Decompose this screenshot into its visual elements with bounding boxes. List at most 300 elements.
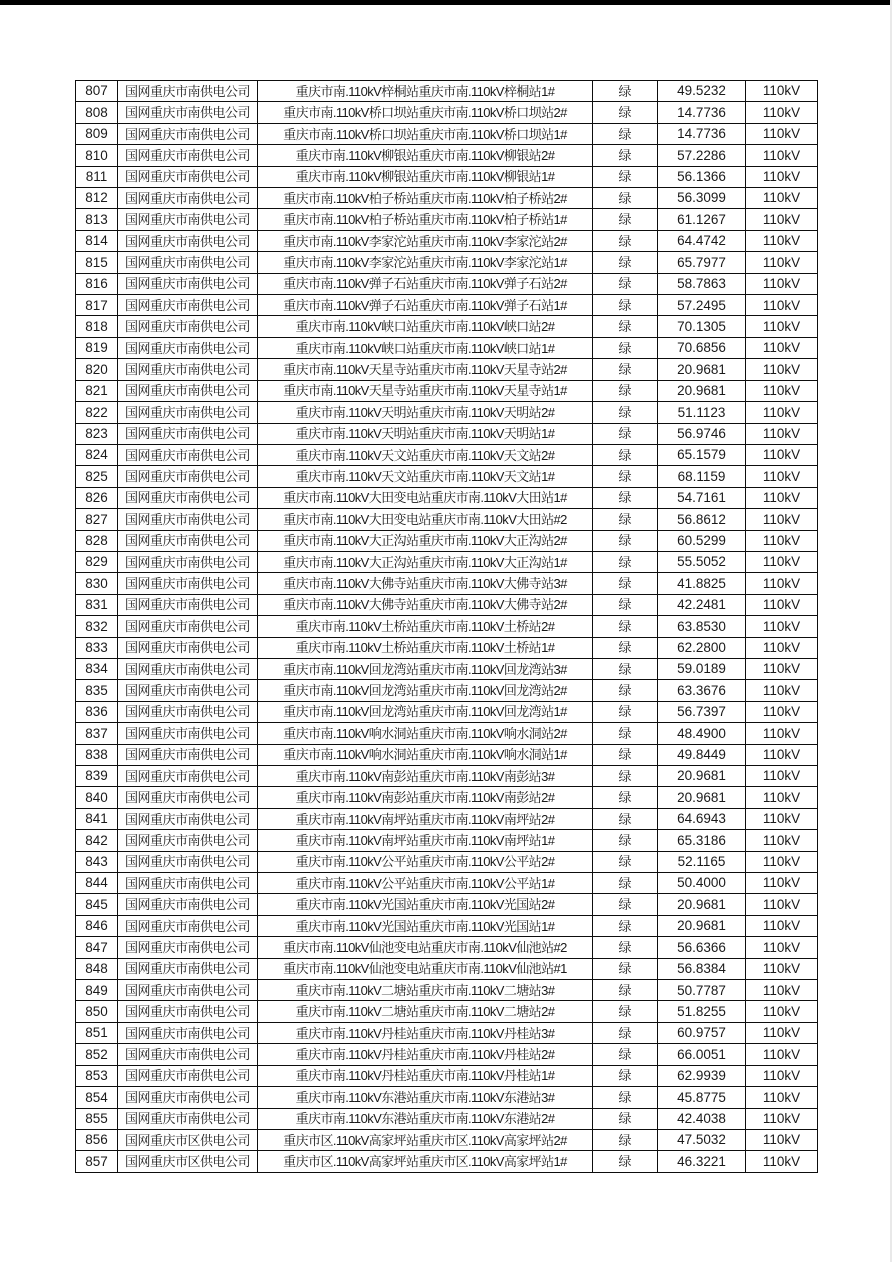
- value-cell: 65.3186: [658, 830, 746, 851]
- value-cell: 64.4742: [658, 230, 746, 251]
- station-cell: 重庆市南.110kV桥口坝站重庆市南.110kV桥口坝站1#: [258, 123, 593, 144]
- table-row: [76, 359, 818, 380]
- value-cell: 20.9681: [658, 915, 746, 936]
- voltage-level-cell: 110kV: [746, 380, 818, 401]
- table-row: [76, 444, 818, 465]
- value-cell: 70.6856: [658, 337, 746, 358]
- value-cell: 14.7736: [658, 102, 746, 123]
- table-row: [76, 530, 818, 551]
- station-cell: 重庆市南.110kV柳银站重庆市南.110kV柳银站2#: [258, 145, 593, 166]
- table-row: [76, 701, 818, 722]
- row-id-cell: 820: [76, 359, 118, 380]
- status-cell: 绿: [593, 81, 658, 102]
- status-cell: 绿: [593, 1065, 658, 1086]
- company-cell: 国网重庆市南供电公司: [118, 744, 258, 765]
- value-cell: 63.8530: [658, 616, 746, 637]
- table-row: [76, 166, 818, 187]
- value-cell: 70.1305: [658, 316, 746, 337]
- value-cell: 20.9681: [658, 359, 746, 380]
- station-cell: 重庆市南.110kV柏子桥站重庆市南.110kV柏子桥站2#: [258, 188, 593, 209]
- voltage-level-cell: 110kV: [746, 402, 818, 423]
- status-cell: 绿: [593, 766, 658, 787]
- voltage-level-cell: 110kV: [746, 980, 818, 1001]
- company-cell: 国网重庆市南供电公司: [118, 616, 258, 637]
- station-cell: 重庆市南.110kV天明站重庆市南.110kV天明站1#: [258, 423, 593, 444]
- row-id-cell: 809: [76, 123, 118, 144]
- station-cell: 重庆市南.110kV响水洞站重庆市南.110kV响水洞站1#: [258, 744, 593, 765]
- row-id-cell: 843: [76, 851, 118, 872]
- voltage-level-cell: 110kV: [746, 230, 818, 251]
- company-cell: 国网重庆市南供电公司: [118, 980, 258, 1001]
- company-cell: 国网重庆市南供电公司: [118, 873, 258, 894]
- table-row: [76, 102, 818, 123]
- station-cell: 重庆市南.110kV弹子石站重庆市南.110kV弹子石站2#: [258, 273, 593, 294]
- status-cell: 绿: [593, 787, 658, 808]
- station-cell: 重庆市南.110kV仙池变电站重庆市南.110kV仙池站#1: [258, 958, 593, 979]
- station-cell: 重庆市南.110kV南坪站重庆市南.110kV南坪站1#: [258, 830, 593, 851]
- company-cell: 国网重庆市南供电公司: [118, 337, 258, 358]
- table-row: [76, 680, 818, 701]
- row-id-cell: 849: [76, 980, 118, 1001]
- station-cell: 重庆市南.110kV大正沟站重庆市南.110kV大正沟站1#: [258, 551, 593, 572]
- table-row: [76, 744, 818, 765]
- value-cell: 63.3676: [658, 680, 746, 701]
- status-cell: 绿: [593, 573, 658, 594]
- table-row: [76, 402, 818, 423]
- value-cell: 51.1123: [658, 402, 746, 423]
- voltage-level-cell: 110kV: [746, 188, 818, 209]
- value-cell: 49.8449: [658, 744, 746, 765]
- voltage-level-cell: 110kV: [746, 273, 818, 294]
- table-row: [76, 1129, 818, 1150]
- row-id-cell: 825: [76, 466, 118, 487]
- row-id-cell: 837: [76, 723, 118, 744]
- table-row: [76, 123, 818, 144]
- station-cell: 重庆市南.110kV南彭站重庆市南.110kV南彭站2#: [258, 787, 593, 808]
- row-id-cell: 851: [76, 1022, 118, 1043]
- value-cell: 20.9681: [658, 787, 746, 808]
- voltage-level-cell: 110kV: [746, 295, 818, 316]
- value-cell: 62.2800: [658, 637, 746, 658]
- value-cell: 57.2286: [658, 145, 746, 166]
- row-id-cell: 828: [76, 530, 118, 551]
- table-row: [76, 980, 818, 1001]
- value-cell: 52.1165: [658, 851, 746, 872]
- voltage-level-cell: 110kV: [746, 808, 818, 829]
- station-cell: 重庆市南.110kV大佛寺站重庆市南.110kV大佛寺站3#: [258, 573, 593, 594]
- voltage-level-cell: 110kV: [746, 573, 818, 594]
- company-cell: 国网重庆市南供电公司: [118, 787, 258, 808]
- status-cell: 绿: [593, 958, 658, 979]
- row-id-cell: 823: [76, 423, 118, 444]
- row-id-cell: 857: [76, 1151, 118, 1173]
- substation-table: [75, 80, 818, 1173]
- row-id-cell: 856: [76, 1129, 118, 1150]
- company-cell: 国网重庆市南供电公司: [118, 1065, 258, 1086]
- table-row: [76, 252, 818, 273]
- value-cell: 54.7161: [658, 487, 746, 508]
- row-id-cell: 854: [76, 1087, 118, 1108]
- company-cell: 国网重庆市南供电公司: [118, 252, 258, 273]
- row-id-cell: 810: [76, 145, 118, 166]
- station-cell: 重庆市南.110kV南坪站重庆市南.110kV南坪站2#: [258, 808, 593, 829]
- status-cell: 绿: [593, 487, 658, 508]
- table-row: [76, 509, 818, 530]
- voltage-level-cell: 110kV: [746, 851, 818, 872]
- station-cell: 重庆市南.110kV回龙湾站重庆市南.110kV回龙湾站2#: [258, 680, 593, 701]
- station-cell: 重庆市南.110kV柳银站重庆市南.110kV柳银站1#: [258, 166, 593, 187]
- table-row: [76, 616, 818, 637]
- company-cell: 国网重庆市南供电公司: [118, 530, 258, 551]
- value-cell: 59.0189: [658, 658, 746, 679]
- table-row: [76, 1022, 818, 1043]
- station-cell: 重庆市南.110kV天星寺站重庆市南.110kV天星寺站1#: [258, 380, 593, 401]
- row-id-cell: 808: [76, 102, 118, 123]
- status-cell: 绿: [593, 723, 658, 744]
- value-cell: 66.0051: [658, 1044, 746, 1065]
- station-cell: 重庆市南.110kV南彭站重庆市南.110kV南彭站3#: [258, 766, 593, 787]
- station-cell: 重庆市南.110kV丹桂站重庆市南.110kV丹桂站3#: [258, 1022, 593, 1043]
- station-cell: 重庆市南.110kV东港站重庆市南.110kV东港站3#: [258, 1087, 593, 1108]
- value-cell: 50.7787: [658, 980, 746, 1001]
- company-cell: 国网重庆市南供电公司: [118, 230, 258, 251]
- station-cell: 重庆市南.110kV梓桐站重庆市南.110kV梓桐站1#: [258, 81, 593, 102]
- station-cell: 重庆市南.110kV天明站重庆市南.110kV天明站2#: [258, 402, 593, 423]
- voltage-level-cell: 110kV: [746, 359, 818, 380]
- voltage-level-cell: 110kV: [746, 444, 818, 465]
- voltage-level-cell: 110kV: [746, 252, 818, 273]
- row-id-cell: 847: [76, 937, 118, 958]
- value-cell: 50.4000: [658, 873, 746, 894]
- table-row: [76, 830, 818, 851]
- status-cell: 绿: [593, 1108, 658, 1129]
- company-cell: 国网重庆市南供电公司: [118, 766, 258, 787]
- voltage-level-cell: 110kV: [746, 658, 818, 679]
- value-cell: 51.8255: [658, 1001, 746, 1022]
- voltage-level-cell: 110kV: [746, 1022, 818, 1043]
- row-id-cell: 850: [76, 1001, 118, 1022]
- value-cell: 61.1267: [658, 209, 746, 230]
- row-id-cell: 831: [76, 594, 118, 615]
- company-cell: 国网重庆市南供电公司: [118, 637, 258, 658]
- company-cell: 国网重庆市南供电公司: [118, 551, 258, 572]
- row-id-cell: 817: [76, 295, 118, 316]
- status-cell: 绿: [593, 295, 658, 316]
- row-id-cell: 852: [76, 1044, 118, 1065]
- table-row: [76, 1044, 818, 1065]
- value-cell: 56.9746: [658, 423, 746, 444]
- row-id-cell: 816: [76, 273, 118, 294]
- row-id-cell: 853: [76, 1065, 118, 1086]
- table-row: [76, 1087, 818, 1108]
- station-cell: 重庆市区.110kV高家坪站重庆市区.110kV高家坪站2#: [258, 1129, 593, 1150]
- status-cell: 绿: [593, 359, 658, 380]
- value-cell: 20.9681: [658, 380, 746, 401]
- table-row: [76, 851, 818, 872]
- voltage-level-cell: 110kV: [746, 1065, 818, 1086]
- station-cell: 重庆市南.110kV公平站重庆市南.110kV公平站2#: [258, 851, 593, 872]
- voltage-level-cell: 110kV: [746, 1044, 818, 1065]
- company-cell: 国网重庆市南供电公司: [118, 295, 258, 316]
- status-cell: 绿: [593, 701, 658, 722]
- status-cell: 绿: [593, 209, 658, 230]
- voltage-level-cell: 110kV: [746, 830, 818, 851]
- station-cell: 重庆市南.110kV天星寺站重庆市南.110kV天星寺站2#: [258, 359, 593, 380]
- station-cell: 重庆市南.110kV公平站重庆市南.110kV公平站1#: [258, 873, 593, 894]
- row-id-cell: 833: [76, 637, 118, 658]
- table-row: [76, 487, 818, 508]
- company-cell: 国网重庆市南供电公司: [118, 423, 258, 444]
- value-cell: 49.5232: [658, 81, 746, 102]
- status-cell: 绿: [593, 466, 658, 487]
- value-cell: 56.1366: [658, 166, 746, 187]
- voltage-level-cell: 110kV: [746, 145, 818, 166]
- value-cell: 65.7977: [658, 252, 746, 273]
- table-row: [76, 337, 818, 358]
- company-cell: 国网重庆市南供电公司: [118, 937, 258, 958]
- status-cell: 绿: [593, 830, 658, 851]
- voltage-level-cell: 110kV: [746, 637, 818, 658]
- company-cell: 国网重庆市区供电公司: [118, 1129, 258, 1150]
- company-cell: 国网重庆市南供电公司: [118, 573, 258, 594]
- row-id-cell: 832: [76, 616, 118, 637]
- table-row: [76, 380, 818, 401]
- voltage-level-cell: 110kV: [746, 530, 818, 551]
- voltage-level-cell: 110kV: [746, 723, 818, 744]
- voltage-level-cell: 110kV: [746, 744, 818, 765]
- table-row: [76, 551, 818, 572]
- table-row: [76, 1001, 818, 1022]
- value-cell: 64.6943: [658, 808, 746, 829]
- status-cell: 绿: [593, 808, 658, 829]
- value-cell: 56.7397: [658, 701, 746, 722]
- company-cell: 国网重庆市南供电公司: [118, 915, 258, 936]
- row-id-cell: 824: [76, 444, 118, 465]
- row-id-cell: 818: [76, 316, 118, 337]
- status-cell: 绿: [593, 851, 658, 872]
- company-cell: 国网重庆市南供电公司: [118, 81, 258, 102]
- table-row: [76, 145, 818, 166]
- status-cell: 绿: [593, 980, 658, 1001]
- value-cell: 62.9939: [658, 1065, 746, 1086]
- table-row: [76, 273, 818, 294]
- voltage-level-cell: 110kV: [746, 594, 818, 615]
- table-row: [76, 466, 818, 487]
- station-cell: 重庆市南.110kV柏子桥站重庆市南.110kV柏子桥站1#: [258, 209, 593, 230]
- station-cell: 重庆市南.110kV二塘站重庆市南.110kV二塘站2#: [258, 1001, 593, 1022]
- value-cell: 55.5052: [658, 551, 746, 572]
- status-cell: 绿: [593, 188, 658, 209]
- company-cell: 国网重庆市南供电公司: [118, 123, 258, 144]
- row-id-cell: 826: [76, 487, 118, 508]
- status-cell: 绿: [593, 1001, 658, 1022]
- table-row: [76, 637, 818, 658]
- value-cell: 41.8825: [658, 573, 746, 594]
- station-cell: 重庆市南.110kV峡口站重庆市南.110kV峡口站2#: [258, 316, 593, 337]
- row-id-cell: 834: [76, 658, 118, 679]
- voltage-level-cell: 110kV: [746, 1087, 818, 1108]
- station-cell: 重庆市南.110kV峡口站重庆市南.110kV峡口站1#: [258, 337, 593, 358]
- value-cell: 58.7863: [658, 273, 746, 294]
- voltage-level-cell: 110kV: [746, 102, 818, 123]
- voltage-level-cell: 110kV: [746, 937, 818, 958]
- table-row: [76, 808, 818, 829]
- station-cell: 重庆市南.110kV天文站重庆市南.110kV天文站2#: [258, 444, 593, 465]
- table-row: [76, 894, 818, 915]
- value-cell: 65.1579: [658, 444, 746, 465]
- company-cell: 国网重庆市南供电公司: [118, 380, 258, 401]
- row-id-cell: 846: [76, 915, 118, 936]
- company-cell: 国网重庆市南供电公司: [118, 701, 258, 722]
- company-cell: 国网重庆市南供电公司: [118, 402, 258, 423]
- value-cell: 20.9681: [658, 766, 746, 787]
- status-cell: 绿: [593, 273, 658, 294]
- voltage-level-cell: 110kV: [746, 1151, 818, 1173]
- voltage-level-cell: 110kV: [746, 209, 818, 230]
- row-id-cell: 821: [76, 380, 118, 401]
- station-cell: 重庆市南.110kV大正沟站重庆市南.110kV大正沟站2#: [258, 530, 593, 551]
- value-cell: 56.6366: [658, 937, 746, 958]
- voltage-level-cell: 110kV: [746, 894, 818, 915]
- voltage-level-cell: 110kV: [746, 81, 818, 102]
- voltage-level-cell: 110kV: [746, 1129, 818, 1150]
- voltage-level-cell: 110kV: [746, 1001, 818, 1022]
- table-row: [76, 230, 818, 251]
- row-id-cell: 845: [76, 894, 118, 915]
- voltage-level-cell: 110kV: [746, 701, 818, 722]
- voltage-level-cell: 110kV: [746, 123, 818, 144]
- station-cell: 重庆市南.110kV光国站重庆市南.110kV光国站2#: [258, 894, 593, 915]
- row-id-cell: 842: [76, 830, 118, 851]
- company-cell: 国网重庆市南供电公司: [118, 145, 258, 166]
- status-cell: 绿: [593, 937, 658, 958]
- station-cell: 重庆市南.110kV丹桂站重庆市南.110kV丹桂站1#: [258, 1065, 593, 1086]
- row-id-cell: 811: [76, 166, 118, 187]
- voltage-level-cell: 110kV: [746, 166, 818, 187]
- station-cell: 重庆市南.110kV二塘站重庆市南.110kV二塘站3#: [258, 980, 593, 1001]
- row-id-cell: 836: [76, 701, 118, 722]
- substation-table-body: [76, 81, 818, 1173]
- table-row: [76, 658, 818, 679]
- table-row: [76, 723, 818, 744]
- voltage-level-cell: 110kV: [746, 337, 818, 358]
- status-cell: 绿: [593, 316, 658, 337]
- company-cell: 国网重庆市南供电公司: [118, 166, 258, 187]
- company-cell: 国网重庆市南供电公司: [118, 1044, 258, 1065]
- status-cell: 绿: [593, 594, 658, 615]
- status-cell: 绿: [593, 680, 658, 701]
- voltage-level-cell: 110kV: [746, 423, 818, 444]
- company-cell: 国网重庆市南供电公司: [118, 723, 258, 744]
- voltage-level-cell: 110kV: [746, 915, 818, 936]
- company-cell: 国网重庆市南供电公司: [118, 316, 258, 337]
- voltage-level-cell: 110kV: [746, 316, 818, 337]
- status-cell: 绿: [593, 894, 658, 915]
- status-cell: 绿: [593, 1151, 658, 1173]
- row-id-cell: 813: [76, 209, 118, 230]
- company-cell: 国网重庆市南供电公司: [118, 808, 258, 829]
- company-cell: 国网重庆市南供电公司: [118, 1022, 258, 1043]
- table-row: [76, 1151, 818, 1173]
- status-cell: 绿: [593, 423, 658, 444]
- table-row: [76, 316, 818, 337]
- value-cell: 60.5299: [658, 530, 746, 551]
- company-cell: 国网重庆市南供电公司: [118, 359, 258, 380]
- page-top-bar: [0, 0, 890, 5]
- station-cell: 重庆市南.110kV丹桂站重庆市南.110kV丹桂站2#: [258, 1044, 593, 1065]
- company-cell: 国网重庆市南供电公司: [118, 658, 258, 679]
- table-row: [76, 423, 818, 444]
- status-cell: 绿: [593, 873, 658, 894]
- company-cell: 国网重庆市南供电公司: [118, 509, 258, 530]
- status-cell: 绿: [593, 616, 658, 637]
- status-cell: 绿: [593, 915, 658, 936]
- station-cell: 重庆市南.110kV光国站重庆市南.110kV光国站1#: [258, 915, 593, 936]
- station-cell: 重庆市南.110kV回龙湾站重庆市南.110kV回龙湾站1#: [258, 701, 593, 722]
- station-cell: 重庆市南.110kV天文站重庆市南.110kV天文站1#: [258, 466, 593, 487]
- company-cell: 国网重庆市南供电公司: [118, 830, 258, 851]
- row-id-cell: 848: [76, 958, 118, 979]
- company-cell: 国网重庆市南供电公司: [118, 487, 258, 508]
- status-cell: 绿: [593, 230, 658, 251]
- voltage-level-cell: 110kV: [746, 487, 818, 508]
- station-cell: 重庆市南.110kV东港站重庆市南.110kV东港站2#: [258, 1108, 593, 1129]
- voltage-level-cell: 110kV: [746, 873, 818, 894]
- status-cell: 绿: [593, 337, 658, 358]
- value-cell: 45.8775: [658, 1087, 746, 1108]
- voltage-level-cell: 110kV: [746, 1108, 818, 1129]
- status-cell: 绿: [593, 744, 658, 765]
- station-cell: 重庆市南.110kV李家沱站重庆市南.110kV李家沱站1#: [258, 252, 593, 273]
- status-cell: 绿: [593, 166, 658, 187]
- row-id-cell: 841: [76, 808, 118, 829]
- value-cell: 57.2495: [658, 295, 746, 316]
- station-cell: 重庆市南.110kV桥口坝站重庆市南.110kV桥口坝站2#: [258, 102, 593, 123]
- value-cell: 14.7736: [658, 123, 746, 144]
- voltage-level-cell: 110kV: [746, 551, 818, 572]
- row-id-cell: 807: [76, 81, 118, 102]
- status-cell: 绿: [593, 123, 658, 144]
- value-cell: 56.3099: [658, 188, 746, 209]
- status-cell: 绿: [593, 102, 658, 123]
- table-row: [76, 958, 818, 979]
- voltage-level-cell: 110kV: [746, 680, 818, 701]
- table-row: [76, 1108, 818, 1129]
- status-cell: 绿: [593, 658, 658, 679]
- company-cell: 国网重庆市南供电公司: [118, 1087, 258, 1108]
- status-cell: 绿: [593, 1087, 658, 1108]
- company-cell: 国网重庆市南供电公司: [118, 209, 258, 230]
- row-id-cell: 830: [76, 573, 118, 594]
- company-cell: 国网重庆市南供电公司: [118, 594, 258, 615]
- row-id-cell: 835: [76, 680, 118, 701]
- table-row: [76, 787, 818, 808]
- station-cell: 重庆市南.110kV土桥站重庆市南.110kV土桥站1#: [258, 637, 593, 658]
- company-cell: 国网重庆市区供电公司: [118, 1151, 258, 1173]
- company-cell: 国网重庆市南供电公司: [118, 1001, 258, 1022]
- table-row: [76, 915, 818, 936]
- status-cell: 绿: [593, 444, 658, 465]
- station-cell: 重庆市南.110kV大田变电站重庆市南.110kV大田站#2: [258, 509, 593, 530]
- table-row: [76, 594, 818, 615]
- station-cell: 重庆市南.110kV仙池变电站重庆市南.110kV仙池站#2: [258, 937, 593, 958]
- row-id-cell: 829: [76, 551, 118, 572]
- value-cell: 47.5032: [658, 1129, 746, 1150]
- status-cell: 绿: [593, 551, 658, 572]
- row-id-cell: 819: [76, 337, 118, 358]
- company-cell: 国网重庆市南供电公司: [118, 466, 258, 487]
- voltage-level-cell: 110kV: [746, 509, 818, 530]
